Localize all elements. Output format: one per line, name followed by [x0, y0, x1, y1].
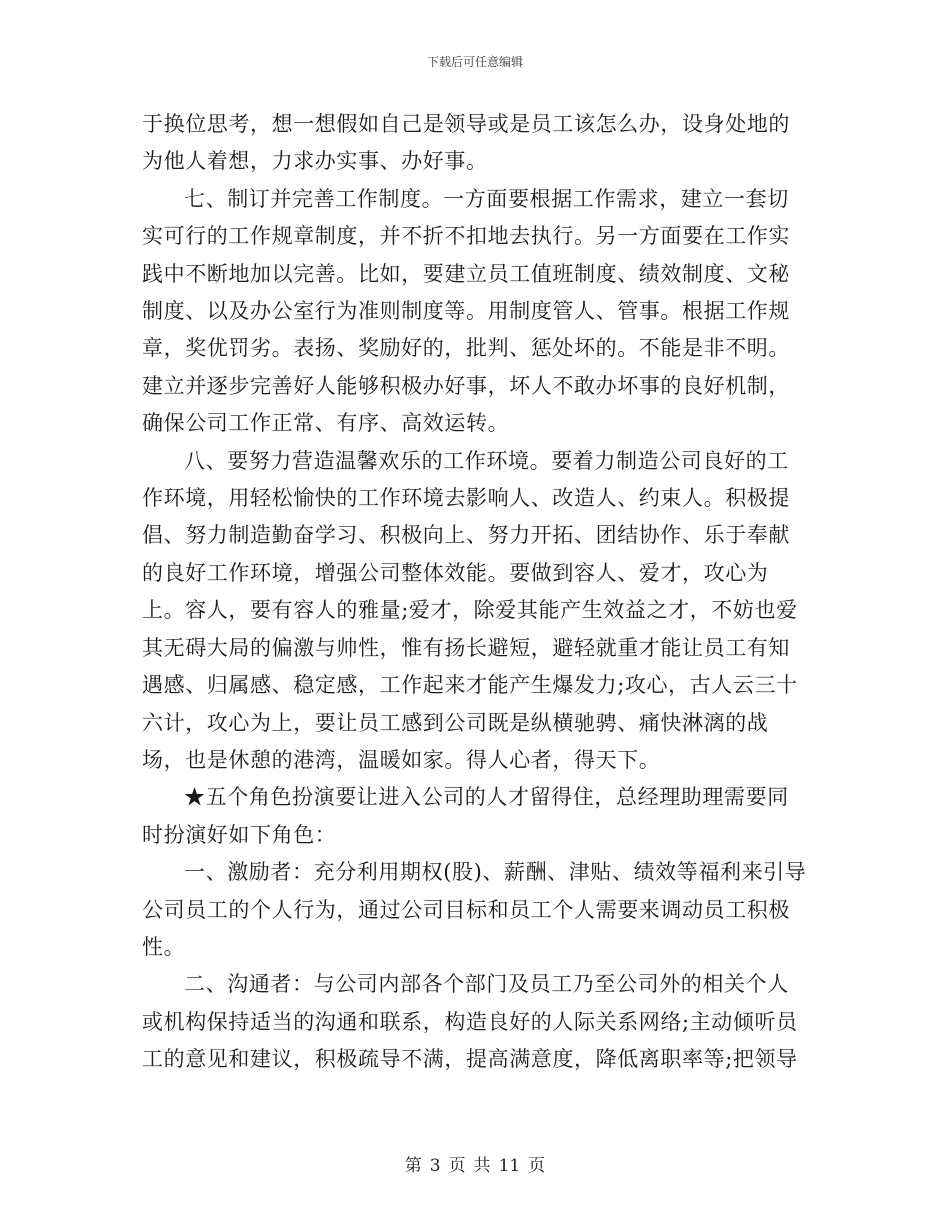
paragraph-continuation: 于换位思考，想一想假如自己是领导或是员工该怎么办，设身处地的为他人着想，力求办实事、办好事。: [142, 112, 790, 174]
paragraph-work-system: 七、制订并完善工作制度。一方面要根据工作需求，建立一套切实可行的工作规章制度，并不折不扣地去执行。另一方面要在工作实践中不断地加以完善。比如，要建立员工值班制度、绩效制度、文秘制度、以及办公室行为准则制度等。用制度管人、管事。根据工作规章，奖优罚劣。表扬、奖励好的，批判、惩处坏的。不能是非不明。建立并逐步完善好人能够积极办好事，坏人不敢办坏事的良好机制，确保公司工作正常、有序、高效运转。: [142, 186, 790, 436]
document-body: [142, 106, 810, 1079]
paragraph-five-roles: ★五个角色扮演要让进入公司的人才留得住，总经理助理需要同时扮演好如下角色：: [142, 785, 789, 847]
paragraph-work-environment: 八、要努力营造温馨欢乐的工作环境。要着力制造公司良好的工作环境，用轻松愉快的工作环境去影响人、改造人、约束人。积极提倡、努力制造勤奋学习、积极向上、努力开拓、团结协作、乐于奉献的良好工作环境，增强公司整体效能。要做到容人、爱才，攻心为上。容人，要有容人的雅量;爱才，除爱其能产生效益之才，不妨也爱其无碍大局的偏激与帅性，惟有扬长避短，避轻就重才能让员工有知遇感、归属感、稳定感，工作起来才能产生爆发力;攻心，古人云三十六计，攻心为上，要让员工感到公司既是纵横驰骋、痛快淋漓的战场，也是休憩的港湾，温暖如家。得人心者，得天下。: [142, 448, 798, 772]
page-header: 下载后可任意编辑: [426, 55, 523, 69]
page-footer: [0, 1155, 950, 1177]
paragraph-communicator: 二、沟通者：与公司内部各个部门及员工乃至公司外的相关个人或机构保持适当的沟通和联系，构造良好的人际关系网络;主动倾听员工的意见和建议，积极疏导不满，提高满意度，降低离职率等;把领导: [142, 972, 798, 1072]
footer-current-page: 3: [429, 1156, 441, 1176]
footer-total-word: 共: [473, 1156, 491, 1176]
footer-page-word: 页: [448, 1156, 466, 1176]
footer-prefix: 第: [404, 1156, 422, 1176]
footer-total-pages: 11: [498, 1156, 521, 1176]
paragraph-motivator: 一、激励者：充分利用期权(股)、薪酬、津贴、绩效等福利来引导公司员工的个人行为，通过公司目标和员工个人需要来调动员工积极性。: [142, 860, 807, 959]
footer-suffix: 页: [528, 1156, 546, 1176]
